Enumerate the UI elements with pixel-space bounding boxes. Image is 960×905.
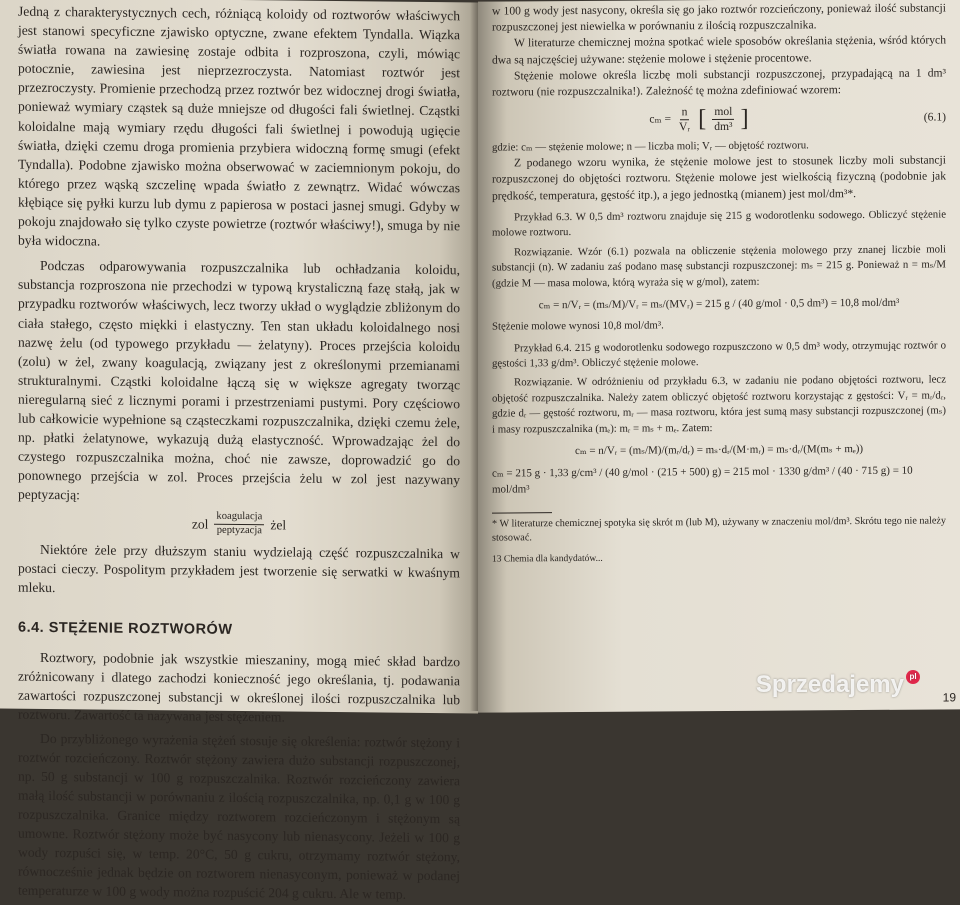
watermark-badge: pl <box>906 670 920 684</box>
left-paragraph-gel: Podczas odparowywania rozpuszczalnika lub ochładzania koloidu, substancja rozproszona nie przechodzi w typową krystaliczną fazę stałą, jak w przypadku roztworów właściwych, lecz tworzy układ o wyglądzie zbliżonym do ciała stałego, często miękki i elastyczny. Ten stan układu koloidalnego nosi nazwę żelu (od typowego przykładu — żelatyny). Proces przejścia koloidu (zolu) w żel, zwany koagulacją, związany jest z określonymi przemianami strukturalnymi. Cząstki koloidalne łączą się w większe agregaty tworząc nieregularną sieć z licznymi porami i przestrzeniami pustymi. Pory częściowo lub całkowicie wypełnione są cząsteczkami rozpuszczalnika, dzięki czemu żele, np. płatki żelatynowe, wykazują dużą elastyczność. Wprowadzając żel do czystego rozpuszczalnika można, choć nie zawsze, doprowadzić go do ponownego przejścia w zol. Proces przejścia żelu w zol jest nazywany peptyzacją: <box>18 258 460 503</box>
left-paragraph-whey: Niektóre żele przy dłuższym staniu wydzielają część rozpuszczalnika w postaci cieczy. Pospolitym przykładem jest tworzenie się serwatki w kwaśnym mleku. <box>18 541 460 596</box>
equation-number: (6.1) <box>923 110 946 124</box>
right-paragraph-molar: Stężenie molowe określa liczbę moli substancji rozpuszczonej, przypadającą na 1 dm³ roztworu (nie rozpuszczalnika!). Zależność tę można zdefiniować wzorem: <box>492 66 946 99</box>
equation-example-6-4-b: cₘ = 215 g · 1,33 g/cm³ / (40 g/mol · (215 + 500) g) = 215 mol · 1330 g/dm³ / (40 · 715 g) = 10 mol/dm³ <box>492 464 913 496</box>
watermark-logo <box>756 671 920 699</box>
left-paragraph-dilute: Do przybliżonego wyrażenia stężeń stosuje się określenia: roztwór stężony i roztwór rozcieńczony. Roztwór stężony zawiera dużo substancji rozpuszczonej, np. 50 g substancji w 100 g rozpuszczalnika. Roztwór rozcieńczony zawiera małą ilość substancji w porównaniu z ilością rozpuszczalnika, np. 0,1 g w 100 g rozpuszczalnika. Granice między roztworem rozcieńczonym i stężonym są umowne. Roztwór stężony może być nasycony lub nienasycony. Jeżeli w 100 g wody rozpuści się, w temp. 20°C, 50 g cukru, otrzymamy roztwór stężony, równocześnie jednak będzie on roztworem nienasyconym, ponieważ w podanej temperaturze w 100 g wody można rozpuścić 204 g cukru. Ale w temp. <box>18 730 460 903</box>
example-6-4: Przykład 6.4. 215 g wodorotlenku sodowego rozpuszczono w 0,5 dm³ wody, otrzymując roztwór o gęstości 1,33 g/dm³. Obliczyć stężenie molowe. <box>492 338 946 370</box>
solution-6-3: Rozwiązanie. Wzór (6.1) pozwala na obliczenie stężenia molowego przy znanej liczbie moli substancji (n). W zadaniu zaś podano masę substancji rozpuszczonej: mₛ = 215 g. Ponieważ n = mₛ/M (gdzie M — masa molowa, którą wyraża się w g/mol), zatem: <box>492 243 946 290</box>
formula-gel: żel <box>270 516 287 533</box>
equation-example-6-4-a: cₘ = n/Vᵣ = (mₛ/M)/(mᵣ/dᵣ) = mₛ·dᵣ/(M·mᵣ) = mₛ·dᵣ/(M(mₛ + mₑ)) <box>574 442 864 457</box>
left-paragraph-concentration: Roztwory, podobnie jak wszystkie mieszaniny, mogą mieć skład bardzo zróżnicowany i dlatego zachodzi konieczność jego określania, tj. podawania zawartości rozpuszczonej substancji w określonej ilości rozpuszczalnika lub roztworu. Zawartość ta nazywana jest stężeniem. <box>18 650 460 725</box>
formula-sol: zol <box>191 516 209 532</box>
example-6-3: Przykład 6.3. W 0,5 dm³ roztworu znajduje się 215 g wodorotlenku sodowego. Obliczyć stężenie molowe roztworu. <box>492 208 946 239</box>
result-6-3: Stężenie molowe wynosi 10,8 mol/dm³. <box>492 319 664 333</box>
right-legend: gdzie: cₘ — stężenie molowe; n — liczba moli; Vᵣ — objętość roztworu. <box>492 139 809 154</box>
solution-6-4: Rozwiązanie. W odróżnieniu od przykładu 6.3, w zadaniu nie podano objętości roztworu, lecz objętość rozpuszczalnika. Należy zatem obliczyć objętość roztworu korzystając z gęstości: Vᵣ = mᵣ/dᵣ, gdzie dᵣ — gęstość roztworu, mᵣ — masa roztworu, która jest sumą masy substancji rozpuszczonej (mₛ) i masy rozpuszczalnika (mₑ): mᵣ = mₛ + mₑ. Zatem: <box>492 373 946 436</box>
footnote: * W literaturze chemicznej spotyka się skrót m (lub M), używany w znaczeniu mol/dm³. Skrótu tego nie należy stosować. <box>492 514 946 544</box>
section-heading: 6.4. STĘŻENIE ROZTWORÓW <box>18 619 233 639</box>
coagulation-formula <box>18 509 460 539</box>
formula-arrow: $\frac{\text{koagulacja}}{\text{peptyzacja}}$ <box>216 511 263 536</box>
equation-6-1: cₘ = $\frac{n}{\text{Vᵣ}}$ [ $\frac{\text{mol}}{\text{dm³}}$ ] (6.1) <box>649 104 946 133</box>
watermark-text: Sprzedajemy <box>755 671 904 698</box>
left-paragraph-tyndall: Jedną z charakterystycznych cech, różniącą koloidy od roztworów właściwych jest stanowi specyficzne zjawisko optyczne, zwane efektem Tyndalla. Wiązka światła rowana na zawiesinę zostaje odbita i rozproszona, czyli, mówiąc potocznie, zawiesina jest nieprzezroczysta. Natomiast roztwór jest przezroczysty. Promienie przechodzą przez roztwór bez widocznej drogi światła, ponieważ wymiary cząstek są duże mniejsze od długości fali świetlnej. Cząstki koloidalne mają wymiary rzędu długości fali świetlnej i powodują ugięcie światła, dzięki czemu droga promienia przybiera widoczną formę smugi (efekt Tyndalla). Podobne zjawisko można obserwować w zaciemnionym pokoju, do którego przez wąską szczelinę wpada światło z zewnątrz. Widać wówczas kłębiące się pyłki kurzu lub dymu z papierosa w postaci jasnej smugi. Gdyby w pokoju znajdowało się tylko czyste powietrze (roztwór właściwy!), smuga by nie była widoczna. <box>18 3 460 249</box>
footnote-rule <box>492 512 552 513</box>
left-page <box>0 0 478 903</box>
right-paragraph-literature: W literaturze chemicznej można spotkać wiele sposobów określania stężenia, wśród których dwa są najczęściej używane: stężenie molowe i stężenie procentowe. <box>492 33 946 67</box>
right-page <box>478 0 960 713</box>
right-paragraph-unit: Z podanego wzoru wynika, że stężenie molowe jest to stosunek liczby moli substancji rozpuszczonej do objętości roztworu. Stężenie molowe jest wielkością fizyczną (podobnie jak prędkość, temperatura, gęstość itp.), a jego jednostką (mianem) jest mol/dm³*. <box>492 153 946 203</box>
equation-example-6-3: cₘ = n/Vᵣ = (mₛ/M)/Vᵣ = mₛ/(MVᵣ) = 215 g / (40 g/mol · 0,5 dm³) = 10,8 mol/dm³ <box>538 296 900 312</box>
right-paragraph-saturated: w 100 g wody jest nasycony, określa się go jako roztwór rozcieńczony, ponieważ ilość substancji rozpuszczonej jest niewielka w porównaniu z ilością rozpuszczalnika. <box>492 1 946 34</box>
page-number: 19 <box>942 690 956 705</box>
page-footer: 13 Chemia dla kandydatów... <box>492 553 603 565</box>
